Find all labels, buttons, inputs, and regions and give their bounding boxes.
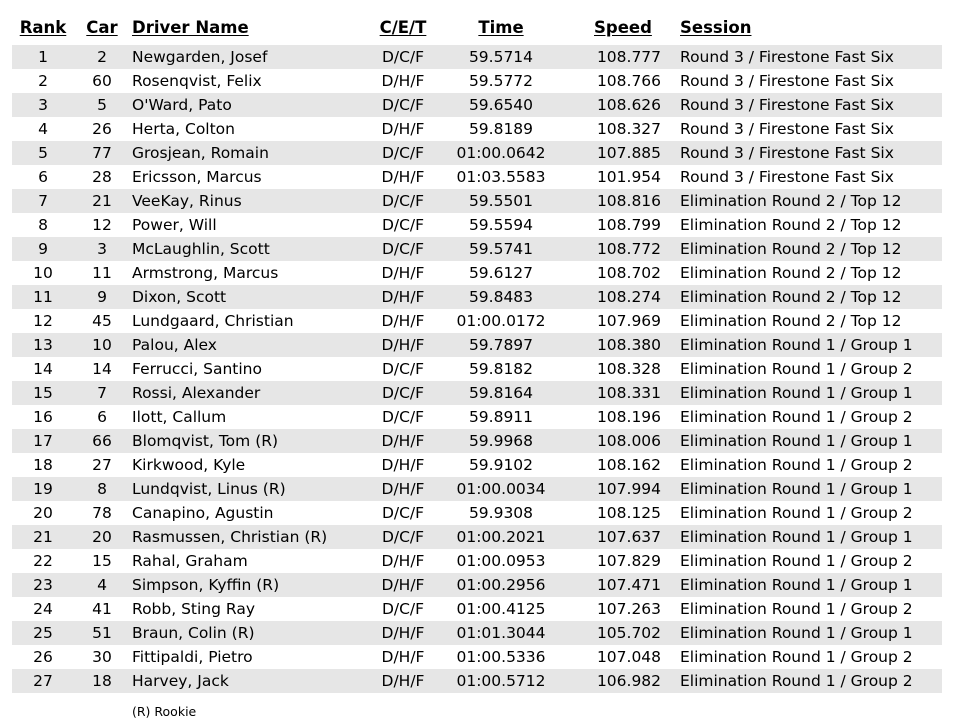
cell-rank: 7 bbox=[38, 192, 48, 210]
table-row bbox=[12, 213, 942, 237]
cell-time: 01:00.4125 bbox=[456, 600, 546, 618]
cell-session: Elimination Round 1 / Group 1 bbox=[680, 528, 913, 546]
cell-cet: D/C/F bbox=[381, 48, 425, 66]
table-body bbox=[12, 45, 942, 693]
cell-cet: D/H/F bbox=[381, 672, 425, 690]
cell-rank: 21 bbox=[33, 528, 53, 546]
cell-driver: O'Ward, Pato bbox=[132, 96, 232, 114]
cell-car: 14 bbox=[92, 360, 112, 378]
cell-rank: 17 bbox=[33, 432, 53, 450]
cell-car: 8 bbox=[97, 480, 107, 498]
cell-session: Round 3 / Firestone Fast Six bbox=[680, 168, 894, 186]
cell-time: 59.5741 bbox=[468, 240, 534, 258]
cell-session: Round 3 / Firestone Fast Six bbox=[680, 96, 894, 114]
header-speed: Speed bbox=[594, 18, 652, 37]
cell-rank: 9 bbox=[38, 240, 48, 258]
cell-car: 78 bbox=[92, 504, 112, 522]
cell-rank: 14 bbox=[33, 360, 53, 378]
cell-cet: D/H/F bbox=[381, 624, 425, 642]
cell-cet: D/H/F bbox=[381, 576, 425, 594]
cell-time: 59.8911 bbox=[468, 408, 534, 426]
cell-cet: D/C/F bbox=[381, 504, 425, 522]
cell-driver: Fittipaldi, Pietro bbox=[132, 648, 253, 666]
cell-cet: D/H/F bbox=[381, 552, 425, 570]
cell-speed: 107.637 bbox=[596, 528, 662, 546]
cell-time: 01:00.2021 bbox=[456, 528, 546, 546]
cell-session: Elimination Round 1 / Group 2 bbox=[680, 552, 913, 570]
cell-car: 7 bbox=[97, 384, 107, 402]
cell-speed: 106.982 bbox=[596, 672, 662, 690]
cell-rank: 13 bbox=[33, 336, 53, 354]
cell-cet: D/H/F bbox=[381, 168, 425, 186]
cell-cet: D/H/F bbox=[381, 480, 425, 498]
cell-speed: 108.331 bbox=[596, 384, 662, 402]
cell-driver: Blomqvist, Tom (R) bbox=[132, 432, 279, 450]
cell-car: 18 bbox=[92, 672, 112, 690]
cell-driver: Harvey, Jack bbox=[132, 672, 229, 690]
cell-session: Elimination Round 2 / Top 12 bbox=[680, 216, 902, 234]
cell-speed: 108.274 bbox=[596, 288, 662, 306]
cell-driver: Rosenqvist, Felix bbox=[132, 72, 262, 90]
cell-car: 30 bbox=[92, 648, 112, 666]
results-table bbox=[12, 15, 942, 693]
table-row bbox=[12, 141, 942, 165]
cell-time: 59.5772 bbox=[468, 72, 534, 90]
cell-time: 59.5714 bbox=[468, 48, 534, 66]
cell-session: Elimination Round 1 / Group 2 bbox=[680, 672, 913, 690]
table-row bbox=[12, 189, 942, 213]
cell-cet: D/C/F bbox=[381, 96, 425, 114]
table-row bbox=[12, 477, 942, 501]
cell-car: 5 bbox=[97, 96, 107, 114]
cell-driver: Lundqvist, Linus (R) bbox=[132, 480, 286, 498]
cell-driver: Herta, Colton bbox=[132, 120, 235, 138]
cell-car: 66 bbox=[92, 432, 112, 450]
cell-cet: D/C/F bbox=[381, 192, 425, 210]
table-row bbox=[12, 261, 942, 285]
cell-time: 01:00.0172 bbox=[456, 312, 546, 330]
table-row bbox=[12, 69, 942, 93]
cell-driver: Canapino, Agustin bbox=[132, 504, 274, 522]
cell-time: 01:00.5336 bbox=[456, 648, 546, 666]
cell-cet: D/C/F bbox=[381, 408, 425, 426]
cell-session: Round 3 / Firestone Fast Six bbox=[680, 144, 894, 162]
cell-session: Elimination Round 1 / Group 2 bbox=[680, 408, 913, 426]
cell-cet: D/H/F bbox=[381, 264, 425, 282]
table-row bbox=[12, 309, 942, 333]
cell-car: 77 bbox=[92, 144, 112, 162]
header-car: Car bbox=[86, 18, 118, 37]
cell-car: 9 bbox=[97, 288, 107, 306]
cell-time: 59.9968 bbox=[468, 432, 534, 450]
cell-car: 60 bbox=[92, 72, 112, 90]
table-row bbox=[12, 573, 942, 597]
cell-session: Elimination Round 1 / Group 2 bbox=[680, 648, 913, 666]
cell-rank: 23 bbox=[33, 576, 53, 594]
table-row bbox=[12, 165, 942, 189]
cell-session: Elimination Round 1 / Group 1 bbox=[680, 480, 913, 498]
cell-session: Elimination Round 1 / Group 2 bbox=[680, 504, 913, 522]
cell-speed: 107.885 bbox=[596, 144, 662, 162]
cell-speed: 108.702 bbox=[596, 264, 662, 282]
table-row bbox=[12, 381, 942, 405]
cell-driver: Rasmussen, Christian (R) bbox=[132, 528, 328, 546]
cell-time: 01:00.0642 bbox=[456, 144, 546, 162]
table-row bbox=[12, 285, 942, 309]
cell-car: 10 bbox=[92, 336, 112, 354]
cell-cet: D/H/F bbox=[381, 336, 425, 354]
cell-session: Elimination Round 2 / Top 12 bbox=[680, 264, 902, 282]
cell-cet: D/C/F bbox=[381, 144, 425, 162]
cell-speed: 107.263 bbox=[596, 600, 662, 618]
table-row bbox=[12, 525, 942, 549]
cell-driver: Robb, Sting Ray bbox=[132, 600, 256, 618]
cell-session: Elimination Round 1 / Group 1 bbox=[680, 336, 913, 354]
cell-car: 4 bbox=[97, 576, 107, 594]
cell-driver: Ericsson, Marcus bbox=[132, 168, 262, 186]
cell-time: 59.9308 bbox=[468, 504, 534, 522]
cell-cet: D/C/F bbox=[381, 528, 425, 546]
cell-rank: 19 bbox=[33, 480, 53, 498]
cell-rank: 3 bbox=[38, 96, 48, 114]
cell-session: Elimination Round 2 / Top 12 bbox=[680, 312, 902, 330]
table-row bbox=[12, 621, 942, 645]
cell-speed: 108.328 bbox=[596, 360, 662, 378]
cell-speed: 107.829 bbox=[596, 552, 662, 570]
table-row bbox=[12, 117, 942, 141]
table-row bbox=[12, 549, 942, 573]
cell-cet: D/H/F bbox=[381, 648, 425, 666]
cell-time: 01:03.5583 bbox=[456, 168, 546, 186]
cell-time: 01:00.0034 bbox=[456, 480, 546, 498]
cell-cet: D/H/F bbox=[381, 120, 425, 138]
cell-time: 59.8189 bbox=[468, 120, 534, 138]
header-rank: Rank bbox=[19, 18, 67, 37]
table-row bbox=[12, 357, 942, 381]
table-row bbox=[12, 501, 942, 525]
cell-rank: 24 bbox=[33, 600, 53, 618]
cell-driver: VeeKay, Rinus bbox=[132, 192, 242, 210]
cell-driver: Ferrucci, Santino bbox=[132, 360, 262, 378]
cell-car: 41 bbox=[92, 600, 112, 618]
header-time: Time bbox=[478, 18, 524, 37]
cell-car: 51 bbox=[92, 624, 112, 642]
cell-session: Elimination Round 1 / Group 1 bbox=[680, 432, 913, 450]
cell-speed: 108.006 bbox=[596, 432, 662, 450]
cell-cet: D/C/F bbox=[381, 360, 425, 378]
table-row bbox=[12, 333, 942, 357]
cell-speed: 108.125 bbox=[596, 504, 662, 522]
cell-car: 3 bbox=[97, 240, 107, 258]
cell-session: Elimination Round 1 / Group 1 bbox=[680, 624, 913, 642]
cell-cet: D/H/F bbox=[381, 72, 425, 90]
cell-cet: D/H/F bbox=[381, 456, 425, 474]
cell-cet: D/C/F bbox=[381, 240, 425, 258]
table-row bbox=[12, 93, 942, 117]
cell-car: 26 bbox=[92, 120, 112, 138]
cell-car: 2 bbox=[97, 48, 107, 66]
cell-driver: Rossi, Alexander bbox=[132, 384, 261, 402]
cell-speed: 107.994 bbox=[596, 480, 662, 498]
cell-session: Elimination Round 2 / Top 12 bbox=[680, 192, 902, 210]
cell-speed: 108.772 bbox=[596, 240, 662, 258]
cell-time: 59.8182 bbox=[468, 360, 534, 378]
cell-cet: D/C/F bbox=[381, 216, 425, 234]
cell-speed: 101.954 bbox=[596, 168, 662, 186]
table-row bbox=[12, 669, 942, 693]
cell-driver: Palou, Alex bbox=[132, 336, 217, 354]
cell-driver: Dixon, Scott bbox=[132, 288, 227, 306]
cell-rank: 15 bbox=[33, 384, 53, 402]
cell-speed: 107.471 bbox=[596, 576, 662, 594]
cell-speed: 108.816 bbox=[596, 192, 662, 210]
cell-driver: Lundgaard, Christian bbox=[132, 312, 294, 330]
cell-driver: Power, Will bbox=[132, 216, 217, 234]
cell-car: 20 bbox=[92, 528, 112, 546]
cell-session: Elimination Round 1 / Group 2 bbox=[680, 600, 913, 618]
cell-rank: 20 bbox=[33, 504, 53, 522]
cell-time: 01:00.5712 bbox=[456, 672, 546, 690]
cell-driver: Armstrong, Marcus bbox=[132, 264, 279, 282]
cell-rank: 1 bbox=[38, 48, 48, 66]
cell-driver: Kirkwood, Kyle bbox=[132, 456, 246, 474]
cell-cet: D/C/F bbox=[381, 384, 425, 402]
header-cet: C/E/T bbox=[379, 18, 427, 37]
cell-driver: McLaughlin, Scott bbox=[132, 240, 270, 258]
cell-time: 01:00.0953 bbox=[456, 552, 546, 570]
cell-rank: 2 bbox=[38, 72, 48, 90]
cell-speed: 108.196 bbox=[596, 408, 662, 426]
cell-rank: 6 bbox=[38, 168, 48, 186]
cell-time: 59.5501 bbox=[468, 192, 534, 210]
cell-session: Round 3 / Firestone Fast Six bbox=[680, 120, 894, 138]
cell-speed: 108.626 bbox=[596, 96, 662, 114]
cell-time: 59.7897 bbox=[468, 336, 534, 354]
cell-speed: 108.799 bbox=[596, 216, 662, 234]
cell-speed: 107.048 bbox=[596, 648, 662, 666]
cell-rank: 26 bbox=[33, 648, 53, 666]
cell-rank: 10 bbox=[33, 264, 53, 282]
cell-time: 01:01.3044 bbox=[456, 624, 546, 642]
cell-session: Elimination Round 1 / Group 1 bbox=[680, 384, 913, 402]
cell-speed: 108.162 bbox=[596, 456, 662, 474]
cell-session: Elimination Round 1 / Group 2 bbox=[680, 360, 913, 378]
cell-time: 59.6127 bbox=[468, 264, 534, 282]
cell-session: Elimination Round 1 / Group 1 bbox=[680, 576, 913, 594]
cell-driver: Rahal, Graham bbox=[132, 552, 248, 570]
cell-rank: 5 bbox=[38, 144, 48, 162]
header-driver: Driver Name bbox=[132, 18, 249, 37]
cell-driver: Newgarden, Josef bbox=[132, 48, 268, 66]
cell-cet: D/H/F bbox=[381, 312, 425, 330]
rookie-footnote: (R) Rookie bbox=[132, 704, 197, 719]
cell-car: 28 bbox=[92, 168, 112, 186]
table-row bbox=[12, 405, 942, 429]
cell-car: 45 bbox=[92, 312, 112, 330]
cell-driver: Grosjean, Romain bbox=[132, 144, 269, 162]
cell-cet: D/H/F bbox=[381, 432, 425, 450]
cell-driver: Braun, Colin (R) bbox=[132, 624, 255, 642]
cell-time: 59.8164 bbox=[468, 384, 534, 402]
cell-speed: 105.702 bbox=[596, 624, 662, 642]
cell-session: Elimination Round 2 / Top 12 bbox=[680, 288, 902, 306]
cell-rank: 8 bbox=[38, 216, 48, 234]
cell-rank: 12 bbox=[33, 312, 53, 330]
cell-car: 15 bbox=[92, 552, 112, 570]
cell-time: 01:00.2956 bbox=[456, 576, 546, 594]
cell-cet: D/C/F bbox=[381, 600, 425, 618]
cell-driver: Simpson, Kyffin (R) bbox=[132, 576, 280, 594]
cell-session: Round 3 / Firestone Fast Six bbox=[680, 72, 894, 90]
cell-driver: Ilott, Callum bbox=[132, 408, 227, 426]
cell-rank: 18 bbox=[33, 456, 53, 474]
cell-time: 59.9102 bbox=[468, 456, 534, 474]
cell-time: 59.8483 bbox=[468, 288, 534, 306]
table-row bbox=[12, 237, 942, 261]
cell-speed: 108.327 bbox=[596, 120, 662, 138]
cell-time: 59.6540 bbox=[468, 96, 534, 114]
cell-car: 21 bbox=[92, 192, 112, 210]
table-row bbox=[12, 597, 942, 621]
header-session: Session bbox=[680, 18, 752, 37]
cell-car: 12 bbox=[92, 216, 112, 234]
cell-speed: 108.766 bbox=[596, 72, 662, 90]
cell-car: 11 bbox=[92, 264, 112, 282]
cell-rank: 4 bbox=[38, 120, 48, 138]
table-header bbox=[12, 15, 942, 45]
cell-session: Elimination Round 2 / Top 12 bbox=[680, 240, 902, 258]
table-row bbox=[12, 429, 942, 453]
cell-time: 59.5594 bbox=[468, 216, 534, 234]
cell-speed: 107.969 bbox=[596, 312, 662, 330]
table-row bbox=[12, 453, 942, 477]
cell-car: 27 bbox=[92, 456, 112, 474]
cell-rank: 16 bbox=[33, 408, 53, 426]
cell-session: Elimination Round 1 / Group 2 bbox=[680, 456, 913, 474]
cell-rank: 27 bbox=[33, 672, 53, 690]
table-row bbox=[12, 645, 942, 669]
cell-car: 6 bbox=[97, 408, 107, 426]
cell-rank: 11 bbox=[33, 288, 53, 306]
cell-cet: D/H/F bbox=[381, 288, 425, 306]
cell-session: Round 3 / Firestone Fast Six bbox=[680, 48, 894, 66]
cell-speed: 108.777 bbox=[596, 48, 662, 66]
cell-speed: 108.380 bbox=[596, 336, 662, 354]
cell-rank: 22 bbox=[33, 552, 53, 570]
table-row bbox=[12, 45, 942, 69]
cell-rank: 25 bbox=[33, 624, 53, 642]
